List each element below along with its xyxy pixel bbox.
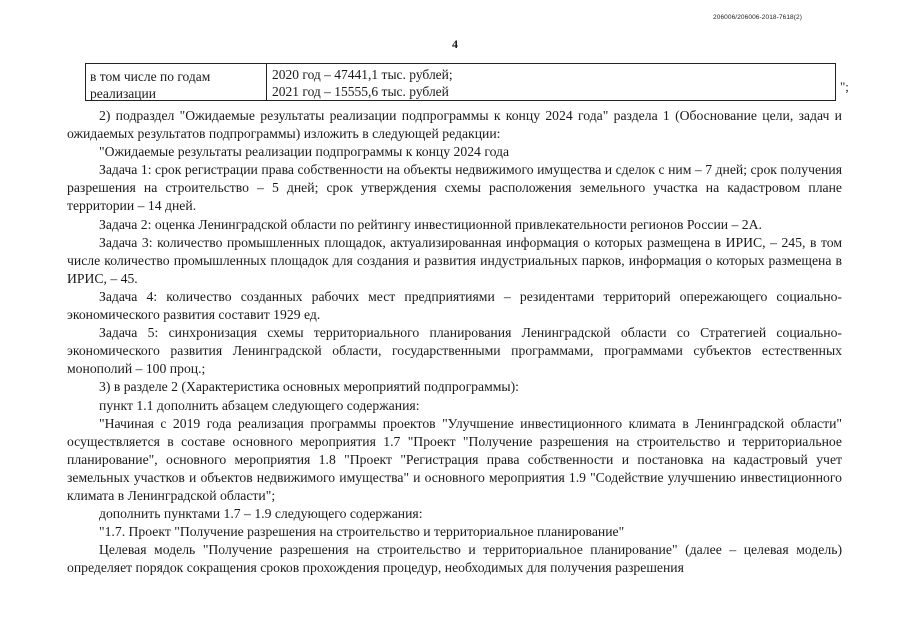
funding-table (85, 63, 836, 101)
paragraph: "Ожидаемые результаты реализации подпрограммы к концу 2024 года (99, 144, 510, 160)
document-body (67, 107, 842, 577)
paragraph: 3) в разделе 2 (Характеристика основных мероприятий подпрограммы): (99, 379, 519, 395)
table-cell-label-1: в том числе по годам (90, 69, 211, 84)
paragraph: пункт 1.1 дополнить абзацем следующего содержания: (99, 397, 420, 413)
paragraph: 2) подраздел "Ожидаемые результаты реализации подпрограммы к концу 2024 года" раздела 1 (Обоснование цели, задач и ожидаемых результатов подпрограммы) изложить в следующей редакции: (67, 108, 842, 142)
paragraph: "Начиная с 2019 года реализация программы проектов "Улучшение инвестиционного климата в Ленинградской области" осуществляется в составе основного мероприятия 1.7 "Проект "Получение разрешения на строительство и территориальное планирование", основного мероприятия 1.8 "Проект "Регистрация права собственности и постановка на кадастровый учет земельных участков и объектов недвижимого имущества" и основного мероприятия 1.9 "Содействие улучшению инвестиционного климата в Ленинградской области"; (67, 415, 842, 503)
table-closing-quote: "; (840, 79, 849, 94)
page-number: 4 (452, 37, 458, 51)
table-cell-label-2: реализации (90, 86, 156, 101)
document-code: 206006/206006-2018-7618(2) (713, 14, 802, 21)
paragraph: Задача 4: количество созданных рабочих мест предприятиями – резидентами территорий опережающего социально-экономического развития составит 1929 ед. (67, 288, 842, 323)
paragraph: "1.7. Проект "Получение разрешения на строительство и территориальное планирование" (99, 524, 625, 540)
paragraph: Задача 5: синхронизация схемы территориального планирования Ленинградской области со Стратегией социально-экономического развития Ленинградской области, государственными программами, программами субъектов естественных монополий – 100 проц.; (67, 325, 842, 377)
table-cell-value-2: 2021 год – 15555,6 тыс. рублей (272, 84, 449, 99)
paragraph: Задача 2: оценка Ленинградской области по рейтингу инвестиционной привлекательности регионов России – 2А. (99, 216, 762, 232)
table-divider (266, 64, 267, 100)
paragraph: Задача 1: срок регистрации права собственности на объекты недвижимого имущества и сделок с ним – 7 дней; срок получения разрешения на строительство – 5 дней; срок утверждения схемы расположения земельного участка на кадастровом плане территории – 14 дней. (67, 162, 842, 214)
paragraph: дополнить пунктами 1.7 – 1.9 следующего содержания: (99, 506, 423, 522)
paragraph: Задача 3: количество промышленных площадок, актуализированная информация о которых размещена в ИРИС, – 245, в том числе количество промышленных площадок для создания и развития индустриальных парков, информация о которых размещена в ИРИС, – 45. (67, 234, 842, 286)
paragraph: Целевая модель "Получение разрешения на строительство и территориальное планирование" (далее – целевая модель) определяет порядок сокращения сроков прохождения процедур, необходимых для получения разрешения (67, 542, 842, 576)
table-cell-value-1: 2020 год – 47441,1 тыс. рублей; (272, 67, 453, 82)
